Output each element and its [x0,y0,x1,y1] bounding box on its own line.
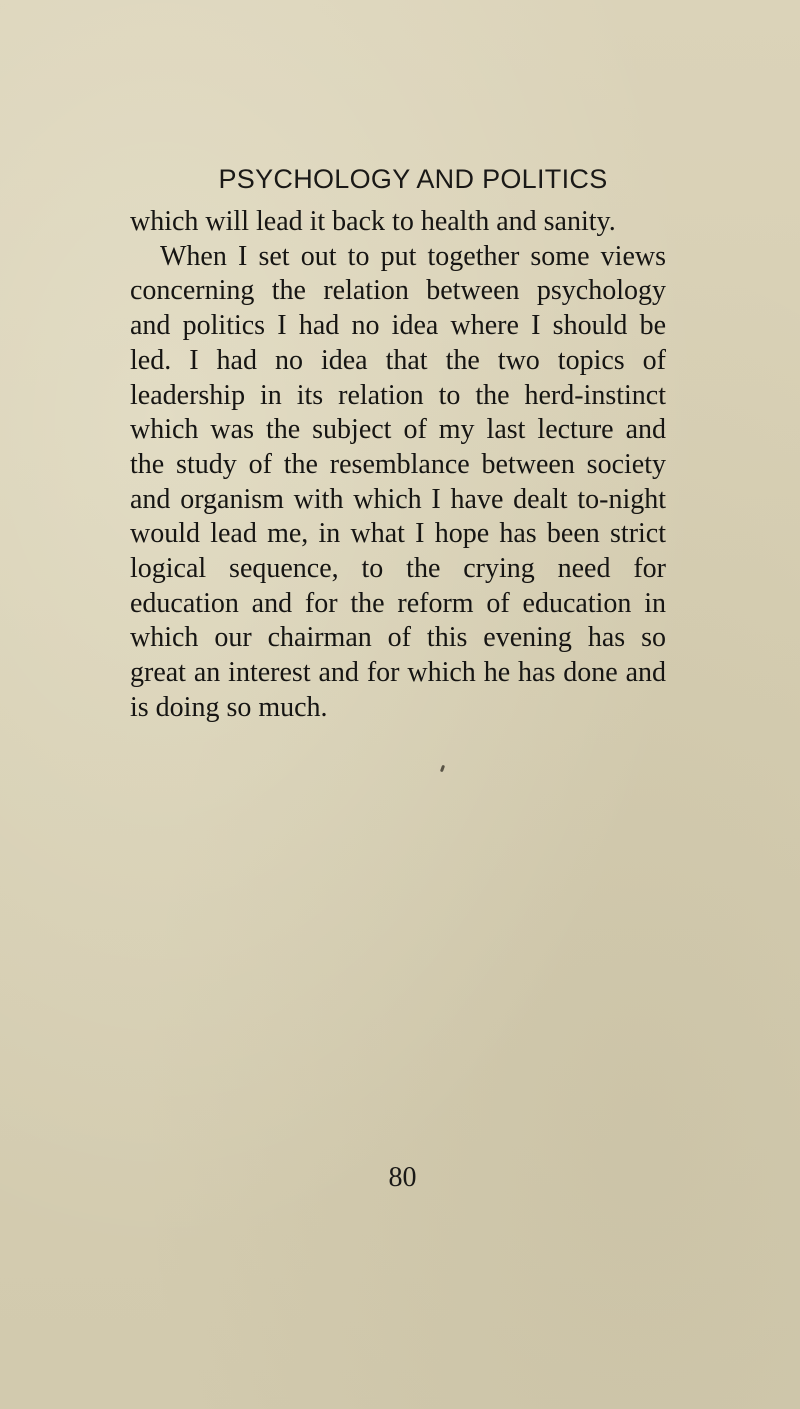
ink-speck [440,765,445,773]
running-head: PSYCHOLOGY AND POLITICS [218,164,608,194]
page-number: 80 [388,1162,417,1193]
body-text [130,205,666,726]
paragraph-continuation: which will lead it back to health and sanity. [130,206,616,237]
paragraph: When I set out to put together some views concerning the relation between psychology and politics I had no idea where I should be led. I had no idea that the two topics of leadership in its relation to the herd-instinct which was the subject of my last lecture and the study of the resemblance between society and organism with which I have dealt to-night would lead me, in what I hope has been strict logical sequence, to the crying need for education and for the reform of education in which our chairman of this evening has so great an interest and for which he has done and is doing so much. [130,240,666,723]
